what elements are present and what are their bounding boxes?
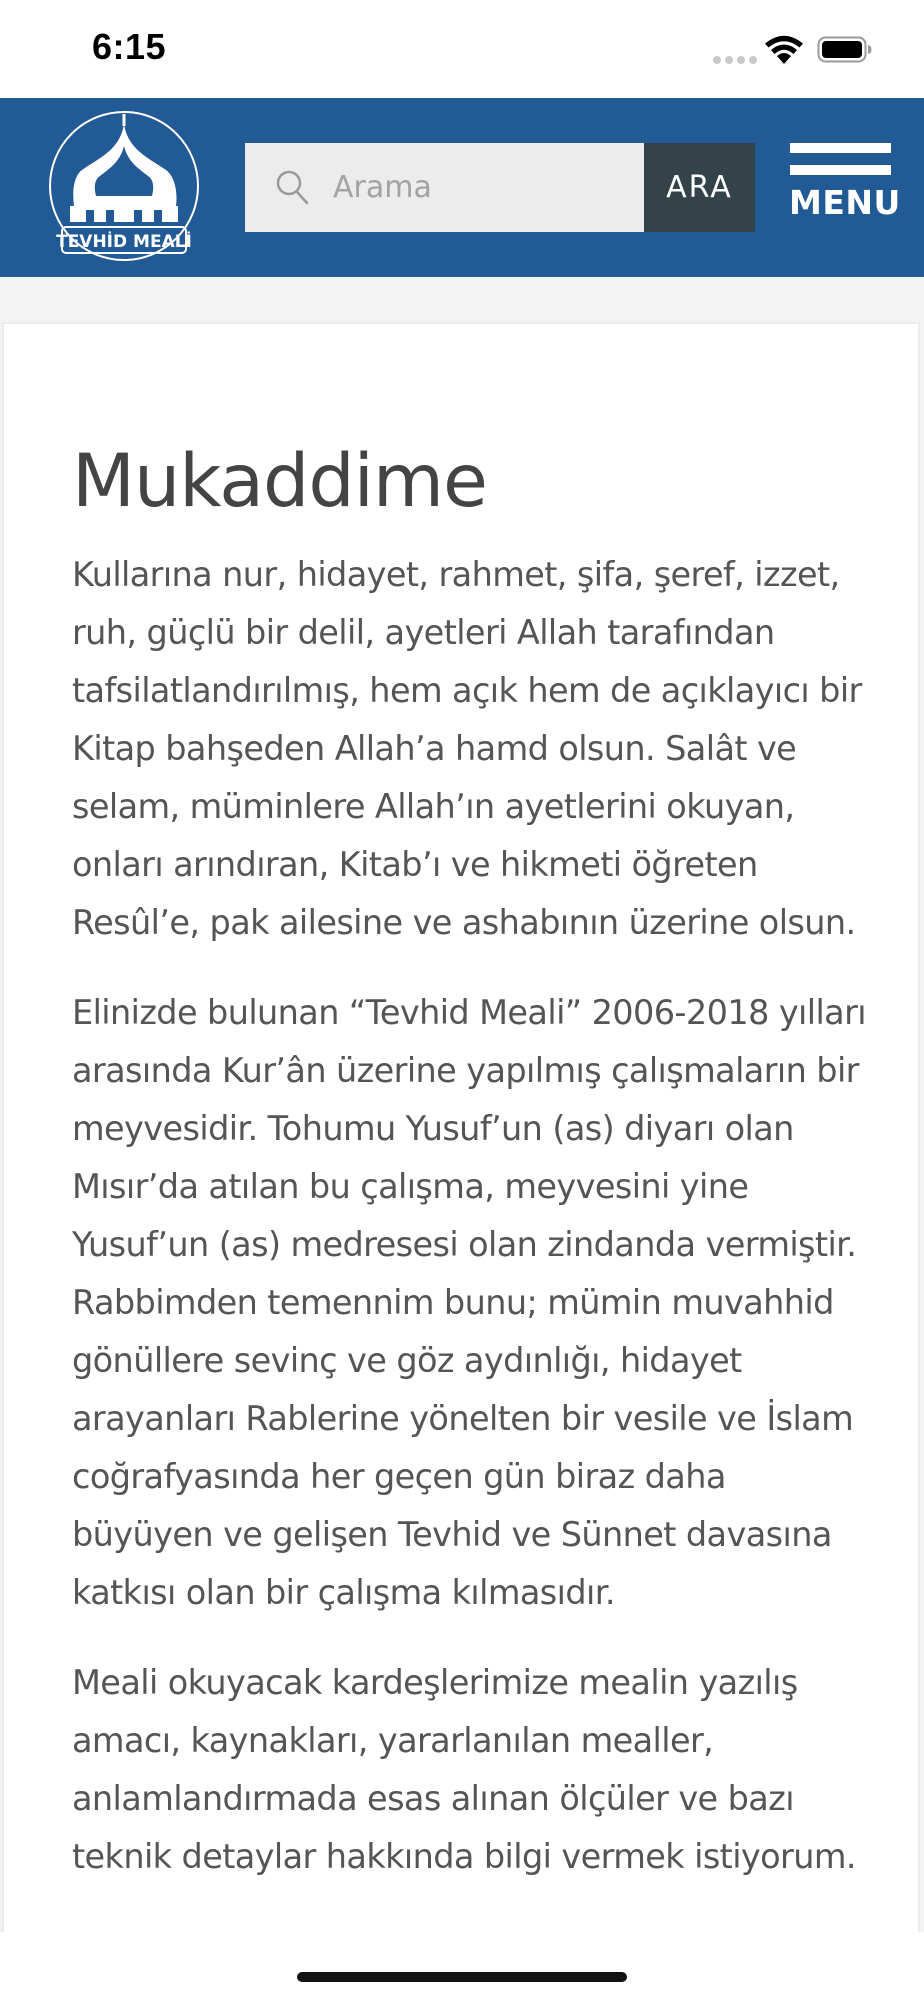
bottom-safe-area: [0, 1932, 924, 2000]
paragraph-line: Rabbimden temennim bunu; mümin muvahhid: [72, 1283, 834, 1322]
logo-text: TEVHİD MEALİ: [56, 232, 192, 252]
cellular-signal-icon: [713, 56, 757, 64]
paragraph-line: tafsilatlandırılmış, hem açık hem de açıklayıcı bir: [72, 671, 862, 710]
paragraph-line: Kullarına nur, hidayet, rahmet, şifa, şeref, izzet,: [72, 555, 840, 594]
page-title: Mukaddime: [72, 439, 487, 524]
wifi-icon: [764, 34, 804, 66]
paragraph-line: teknik detaylar hakkında bilgi vermek istiyorum.: [72, 1837, 856, 1876]
paragraph-line: arasında Kur’ân üzerine yapılmış çalışmaların bir: [72, 1051, 859, 1090]
paragraph-line: Yusuf’un (as) medresesi olan zindanda vermiştir.: [72, 1225, 857, 1264]
paragraph-line: amacı, kaynakları, yararlanılan mealler,: [72, 1721, 714, 1760]
paragraph-line: coğrafyasında her geçen gün biraz daha: [72, 1457, 726, 1496]
menu-label: MENU: [789, 183, 901, 222]
paragraph-line: ruh, güçlü bir delil, ayetleri Allah tarafından: [72, 613, 775, 652]
article-card: [2, 322, 920, 1932]
paragraph-line: Resûl’e, pak ailesine ve ashabının üzerine olsun.: [72, 903, 856, 942]
home-indicator[interactable]: [297, 1972, 627, 1982]
search-input[interactable]: [333, 143, 633, 232]
battery-icon: [817, 36, 873, 63]
status-bar: [0, 0, 924, 98]
search-box: [245, 143, 644, 232]
article-paragraph-1: [72, 546, 902, 952]
tevhid-meali-logo[interactable]: [44, 110, 204, 262]
menu-bar-middle: [790, 165, 891, 175]
paragraph-line: onları arındıran, Kitab’ı ve hikmeti öğreten: [72, 845, 758, 884]
paragraph-line: arayanları Rablerine yönelten bir vesile ve İslam: [72, 1399, 854, 1438]
site-header: [0, 98, 924, 277]
menu-bar-top: [790, 143, 891, 153]
paragraph-line: gönüllere sevinç ve göz aydınlığı, hidayet: [72, 1341, 742, 1380]
search-icon: [275, 169, 309, 205]
paragraph-line: Kitap bahşeden Allah’a hamd olsun. Salât ve: [72, 729, 797, 768]
paragraph-line: katkısı olan bir çalışma kılmasıdır.: [72, 1573, 615, 1612]
paragraph-line: Mısır’da atılan bu çalışma, meyvesini yine: [72, 1167, 749, 1206]
article-paragraph-3: [72, 1654, 902, 1886]
paragraph-line: anlamlandırmada esas alınan ölçüler ve bazı: [72, 1779, 794, 1818]
paragraph-line: selam, müminlere Allah’ın ayetlerini okuyan,: [72, 787, 795, 826]
paragraph-line: Meali okuyacak kardeşlerimize mealin yazılış: [72, 1663, 798, 1702]
paragraph-line: büyüyen ve gelişen Tevhid ve Sünnet davasına: [72, 1515, 832, 1554]
status-time: 6:15: [92, 26, 167, 67]
paragraph-line: Elinizde bulunan “Tevhid Meali” 2006-2018 yılları: [72, 993, 866, 1032]
article-paragraph-2: [72, 984, 902, 1622]
paragraph-line: meyvesidir. Tohumu Yusuf’un (as) diyarı olan: [72, 1109, 794, 1148]
menu-button[interactable]: [789, 143, 901, 233]
search-button[interactable]: ARA: [644, 143, 755, 232]
